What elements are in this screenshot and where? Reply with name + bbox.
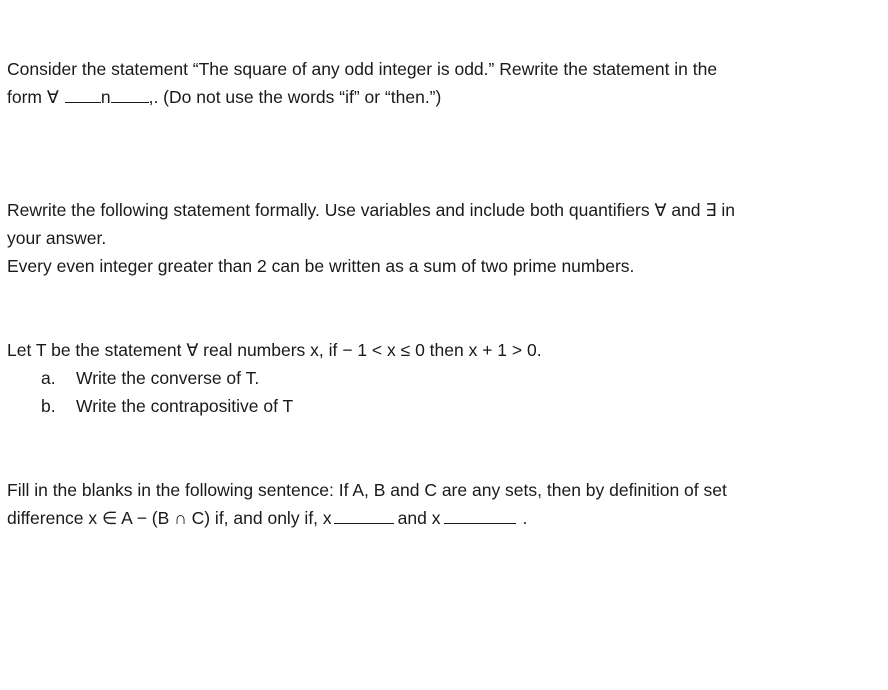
item-text: Write the contrapositive of T [76, 396, 294, 416]
question-4-prefix: difference x ∈ A − (B ∩ C) if, and only if, x [7, 508, 332, 528]
question-4-line-1: Fill in the blanks in the following sentence: If A, B and C are any sets, then by definition of set [7, 480, 727, 500]
question-2-line-2: your answer. [7, 228, 107, 248]
question-3-line-1: Let T be the statement ∀ real numbers x, if − 1 < x ≤ 0 then x + 1 > 0. [7, 340, 542, 360]
question-1-variable: n [100, 87, 111, 107]
item-marker: b. [41, 396, 56, 416]
blank-first-condition [334, 508, 394, 524]
question-2-line-1: Rewrite the following statement formally. Use variables and include both quantifiers ∀ and ∃ in [7, 200, 735, 220]
blank-property [111, 87, 149, 103]
item-marker: a. [41, 368, 56, 388]
question-1-form-prefix: form ∀ [7, 87, 59, 107]
question-1-line-2 [7, 87, 441, 107]
question-1-form-suffix: . (Do not use the words “if” or “then.”) [153, 87, 442, 107]
blank-second-condition [444, 508, 516, 524]
blank-domain [65, 87, 101, 103]
question-4-end: . [522, 508, 528, 528]
question-1-comma: , [148, 87, 154, 107]
question-1-line-1: Consider the statement “The square of any odd integer is odd.” Rewrite the statement in the [7, 59, 718, 79]
item-text: Write the converse of T. [76, 368, 260, 388]
question-4-line-2 [7, 508, 527, 528]
question-4-mid: and x [397, 508, 441, 528]
question-2-statement: Every even integer greater than 2 can be written as a sum of two prime numbers. [7, 256, 635, 276]
